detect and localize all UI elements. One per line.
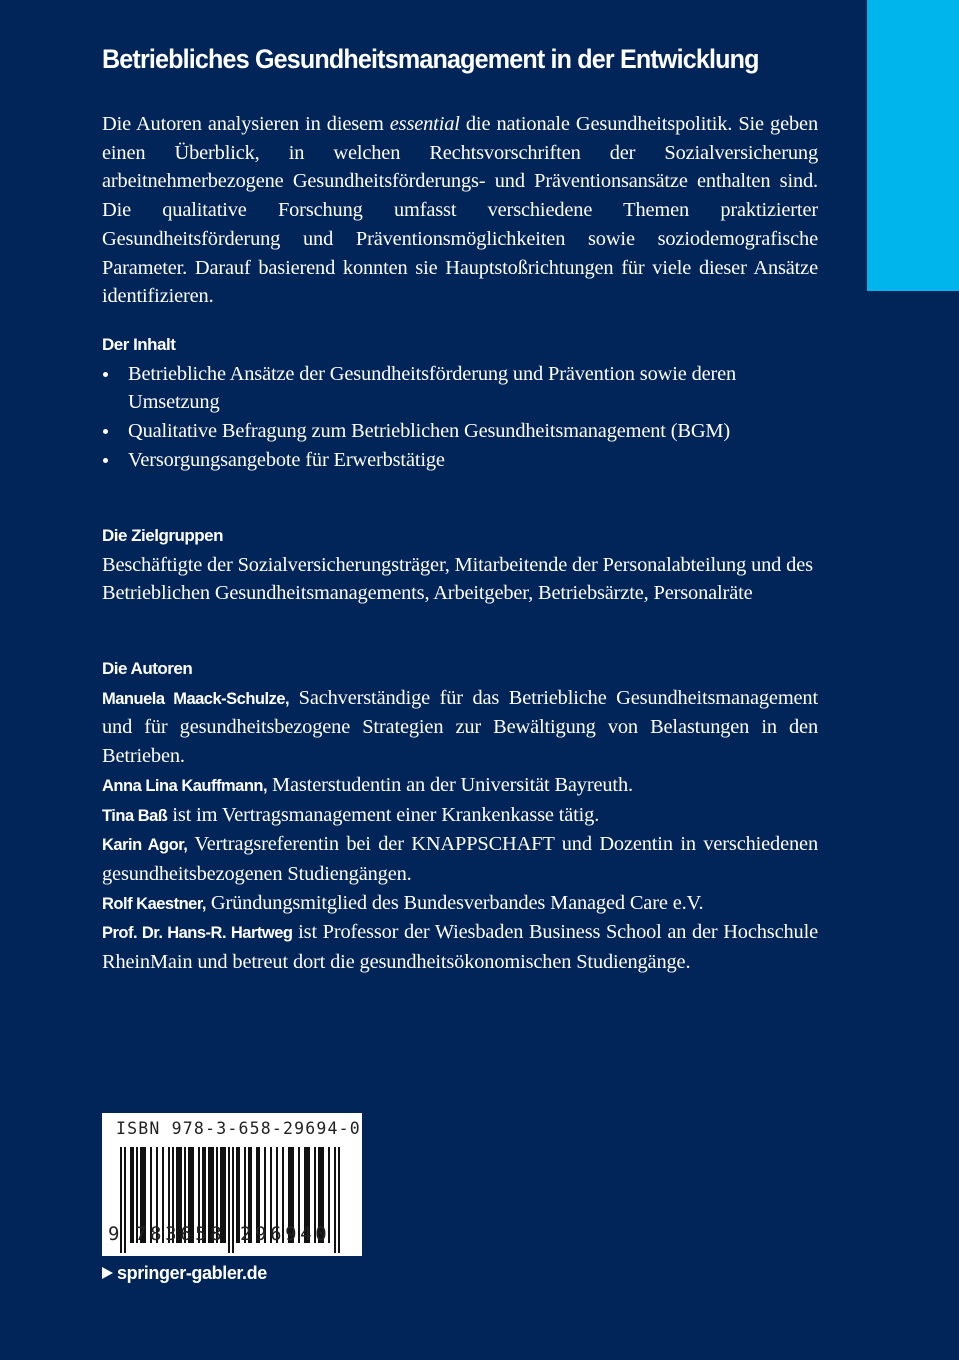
section-heading-zielgruppen: Die Zielgruppen: [102, 526, 223, 545]
author-entry: [102, 684, 818, 771]
author-bio: Masterstudentin an der Universität Bayreuth.: [267, 773, 633, 796]
inhalt-list: [102, 360, 818, 475]
author-bio: Gründungsmitglied des Bundesverbandes Managed Care e.V.: [205, 891, 704, 914]
author-entry: [102, 918, 818, 976]
author-name: Manuela Maack-Schulze,: [102, 689, 290, 708]
section-zielgruppen: [102, 522, 818, 608]
author-name: Anna Lina Kauffmann,: [102, 776, 268, 795]
website-text: springer-gabler.de: [117, 1263, 267, 1283]
section-heading-autoren: Die Autoren: [102, 659, 193, 678]
author-entry: [102, 830, 818, 888]
list-item: [102, 360, 818, 417]
isbn-barcode: [102, 1113, 362, 1256]
isbn-label: ISBN 978-3-658-29694-0: [116, 1119, 361, 1138]
website-link[interactable]: [102, 1263, 267, 1284]
list-item: [102, 446, 818, 475]
author-entry: [102, 801, 818, 831]
author-bio: ist Professor der Wiesbaden Business School an der Hochschule RheinMain und betreut dort die gesundheitsökonomischen Studiengänge.: [102, 921, 818, 974]
barcode-digits-left: 783658: [135, 1223, 226, 1245]
author-entry: [102, 771, 818, 801]
list-item-text: Versorgungsangebote für Erwerbstätige: [128, 448, 445, 471]
book-title: Betriebliches Gesundheitsmanagement in der Entwicklung: [102, 44, 759, 74]
intro-paragraph: [102, 110, 818, 311]
list-item-text: Qualitative Befragung zum Betrieblichen Gesundheitsmanagement (BGM): [128, 420, 731, 443]
author-bio: Sachverständige für das Betriebliche Gesundheitsmanagement und für gesundheitsbezogene Strategien zur Bewältigung von Belastungen in den Betrieben.: [102, 686, 818, 768]
author-bio: ist im Vertragsmanagement einer Krankenkasse tätig.: [167, 803, 600, 826]
section-inhalt: [102, 331, 818, 475]
author-name: Rolf Kaestner,: [102, 894, 206, 913]
author-bio: Vertragsreferentin bei der KNAPPSCHAFT und Dozentin in verschiedenen gesundheitsbezogenen Studiengängen.: [102, 833, 818, 885]
bullet-icon: [103, 372, 108, 377]
zielgruppen-text: Beschäftigte der Sozialversicherungsträger, Mitarbeitende der Personalabteilung und des Betrieblichen Gesundheitsmanagements, Arbeitgeber, Betriebsärzte, Personalräte: [102, 553, 813, 605]
author-entry: [102, 889, 818, 919]
barcode-digit-first: 9: [108, 1223, 124, 1245]
section-heading-inhalt: Der Inhalt: [102, 335, 176, 354]
bullet-icon: [103, 429, 108, 434]
intro-text-end: die nationale Gesundheitspolitik. Sie geben einen Überblick, in welchen Rechtsvorschriften der Sozialversicherung arbeitnehmerbezogene Gesundheitsförderungs- und Präventionsansätze enthalten sind. Die qualitative Forschung umfasst verschiedene Themen praktizierter Gesundheitsförderung und Präventionsmöglichkeiten sowie soziodemografische Parameter. Darauf basierend konnten sie Hauptstoßrichtungen für viele dieser Ansätze identifizieren.: [102, 113, 818, 308]
list-item: [102, 417, 818, 446]
author-name: Tina Baß: [102, 806, 168, 825]
accent-bar: [867, 0, 959, 291]
author-name: Karin Agor,: [102, 836, 188, 855]
list-item-text: Betriebliche Ansätze der Gesundheitsförderung und Prävention sowie deren Umsetzung: [128, 362, 737, 414]
author-name: Prof. Dr. Hans-R. Hartweg: [102, 924, 293, 943]
section-autoren: [102, 655, 818, 977]
intro-text-start: Die Autoren analysieren in diesem: [102, 113, 390, 135]
triangle-right-icon: [102, 1267, 113, 1279]
intro-italic-word: essential: [389, 113, 460, 135]
bullet-icon: [103, 458, 108, 463]
barcode-digits-right: 296940: [240, 1223, 331, 1245]
